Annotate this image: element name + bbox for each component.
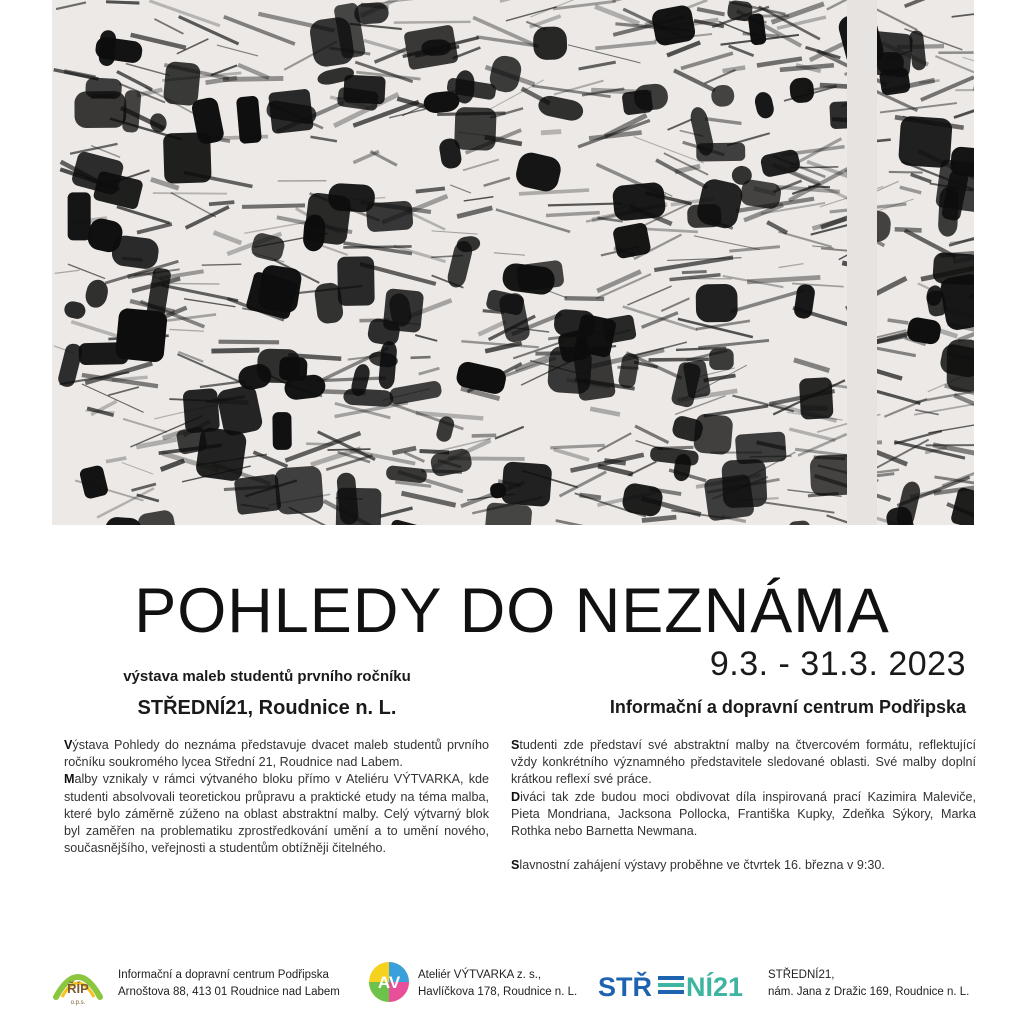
drop-initial: S xyxy=(511,738,520,752)
stredni-logo-text-a: STŘ xyxy=(598,972,652,1002)
stredni21-logo-icon xyxy=(598,968,754,1002)
stredni-logo-text-b: NÍ21 xyxy=(686,972,744,1002)
paragraph xyxy=(511,737,976,789)
description-right-column xyxy=(511,737,976,874)
atelier-vytvarka-logo-icon xyxy=(367,960,411,1004)
drop-initial: S xyxy=(511,858,520,873)
paragraph-text: iváci tak zde budou moci obdivovat díla inspirovaná prací Kazimira Maleviče, Pieta Mondriana, Jacksona Pollocka, Františka Kupky, Zdeňka Sýkory, Marka Rothka nebo Barnetta Newmana. xyxy=(511,789,976,839)
stredni-line2: nám. Jana z Dražic 169, Roudnice n. L. xyxy=(768,986,970,998)
paragraph xyxy=(511,789,976,841)
paragraph-text: tudenti zde představí své abstraktní malby na čtvercovém formátu, reflektující vždy konkrétního významného představitele sledované oblasti. Své malby doplní krátkou reflexí své práce. xyxy=(511,738,976,787)
exhibition-venue: Informační a dopravní centrum Podřipska xyxy=(609,697,966,717)
rip-logo-sub: o.p.s. xyxy=(70,1000,86,1006)
rip-line2: Arnoštova 88, 413 01 Roudnice nad Labem xyxy=(118,986,340,998)
abstract-painting-image xyxy=(52,0,974,525)
paragraph xyxy=(511,857,976,874)
description-left-column xyxy=(64,737,489,857)
rip-logo-icon xyxy=(50,963,106,1007)
drop-initial: M xyxy=(64,772,75,787)
av-logo-text: AV xyxy=(377,973,401,992)
stredni-line1: STŘEDNÍ21, xyxy=(768,969,835,981)
rip-logo-text: ŘÍP xyxy=(67,981,89,996)
exhibition-title: POHLEDY DO NEZNÁMA xyxy=(134,576,890,647)
atelier-info xyxy=(418,967,577,1001)
exhibition-dates: 9.3. - 31.3. 2023 xyxy=(709,645,966,683)
rip-info xyxy=(118,967,340,1001)
footer-partners xyxy=(0,960,1024,1010)
organizer-name: STŘEDNÍ21, Roudnice n. L. xyxy=(137,697,397,719)
paragraph-text: alby vznikaly v rámci výtvaného bloku přímo v Ateliéru VÝTVARKA, kde studenti absolvovali teoretickou průpravu a praktické etudy na téma malba, které bylo záměrně zúženo na oblast abstraktní malby. Celý výtvarný blok byl zaměřen na problematiku zprostředkování umění a to umění nového, současnějšího, veřejnosti a studentům obtížněji čitelného. xyxy=(64,772,489,856)
drop-initial: D xyxy=(511,789,521,804)
atelier-line1: Ateliér VÝTVARKA z. s., xyxy=(418,969,542,981)
stredni-info xyxy=(768,967,969,1001)
paragraph xyxy=(64,737,489,771)
painting-brushstrokes xyxy=(52,0,974,525)
paragraph-text: ýstava Pohledy do neznáma představuje dvacet maleb studentů prvního ročníku soukromého lycea Střední 21, Roudnice nad Labem. xyxy=(64,738,489,770)
drop-initial: V xyxy=(64,738,73,752)
exhibition-subtitle: výstava maleb studentů prvního ročníku xyxy=(123,668,411,685)
paragraph xyxy=(64,771,489,857)
paragraph-text: lavnostní zahájení výstavy proběhne ve čtvrtek 16. března v 9:30. xyxy=(519,858,885,873)
spacer xyxy=(511,840,976,857)
rip-line1: Informační a dopravní centrum Podřipska xyxy=(118,969,329,981)
atelier-line2: Havlíčkova 178, Roudnice n. L. xyxy=(418,986,578,998)
